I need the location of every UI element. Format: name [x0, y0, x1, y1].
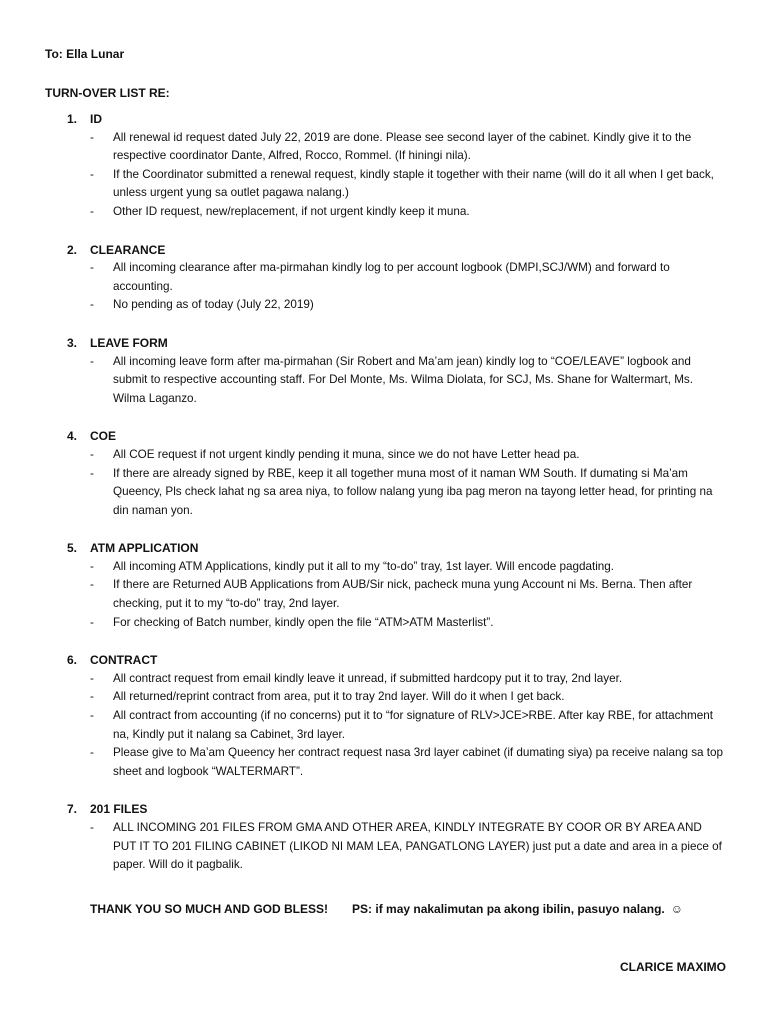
bullet-text: All incoming clearance after ma-pirmahan kindly log to per account logbook (DMPI,SCJ/WM) and forward to accounting.: [113, 261, 670, 293]
bullet-item: [45, 576, 725, 613]
bullet-text: All returned/reprint contract from area, put it to tray 2nd layer. Will do it when I get back.: [113, 690, 565, 704]
bullet-item: [45, 819, 725, 875]
bullet-text: Other ID request, new/replacement, if not urgent kindly keep it muna.: [113, 204, 470, 218]
section-title: LEAVE FORM: [90, 335, 168, 350]
subject-line: TURN-OVER LIST RE:: [45, 86, 170, 100]
bullet-item: [45, 296, 725, 315]
bullet-item: [45, 129, 725, 166]
section-number: 4.: [67, 429, 78, 444]
bullet-list: [45, 558, 725, 632]
bullet-item: [45, 465, 725, 521]
ps-note: [352, 900, 683, 919]
section-heading: [45, 334, 725, 353]
section-heading: [45, 110, 725, 129]
dash-marker: -: [90, 354, 94, 368]
bullet-text: All incoming leave form after ma-pirmahan (Sir Robert and Ma’am jean) kindly log to “COE/LEAVE” logbook and submit to respective accounting staff. For Del Monte, Ms. Wilma Diolata, for SCJ, Ms. Shane for Waltermart, Ms. Wilma Laganzo.: [113, 354, 694, 405]
section-heading: [45, 241, 725, 260]
section-1: [45, 110, 725, 222]
section-number: 5.: [67, 541, 78, 556]
section-5: [45, 539, 725, 632]
recipient-line: To: Ella Lunar: [45, 47, 125, 61]
section-number: 3.: [67, 335, 78, 350]
dash-marker: -: [90, 578, 94, 592]
bullet-item: [45, 707, 725, 744]
closing-row: [90, 900, 683, 919]
bullet-list: [45, 670, 725, 782]
bullet-item: [45, 446, 725, 465]
bullet-text: All contract from accounting (if no concerns) put it to “for signature of RLV>JCE>RBE. After kay RBE, for attachment na, Kindly put it nalang sa Cabinet, 3rd layer.: [113, 709, 714, 741]
section-3: [45, 334, 725, 408]
section-7: [45, 800, 725, 874]
smiley-icon: ☺: [670, 902, 684, 916]
section-title: ATM APPLICATION: [90, 541, 199, 556]
bullet-text: All renewal id request dated July 22, 2019 are done. Please see second layer of the cabinet. Kindly give it to the respective coordinator Dante, Alfred, Rocco, Rommel. (If hiningi nila).: [113, 130, 692, 163]
bullet-item: [45, 558, 725, 577]
bullet-item: [45, 166, 725, 203]
section-number: 1.: [67, 112, 78, 126]
dash-marker: -: [90, 559, 94, 573]
section-title: ID: [90, 112, 102, 126]
dash-marker: -: [90, 204, 94, 218]
bullet-item: [45, 203, 725, 222]
bullet-text: If there are Returned AUB Applications from AUB/Sir nick, pacheck muna yung Account ni Ms. Berna. Then after checking, put it to my “to-do” tray, 2nd layer.: [113, 578, 693, 611]
section-title: COE: [90, 429, 117, 444]
dash-marker: -: [90, 167, 94, 181]
turnover-sections: [45, 110, 725, 894]
section-6: [45, 651, 725, 781]
section-heading: [45, 539, 725, 558]
dash-marker: -: [90, 261, 94, 275]
section-title: 201 FILES: [90, 802, 148, 817]
dash-marker: -: [90, 130, 94, 144]
bullet-list: [45, 259, 725, 315]
bullet-item: [45, 353, 725, 409]
bullet-text: ALL INCOMING 201 FILES FROM GMA AND OTHER AREA, KINDLY INTEGRATE BY COOR OR BY AREA AND PUT IT TO 201 FILING CABINET (LIKOD NI MAM LEA, PANGATLONG LAYER) just put a date and area in a piece of paper. Will do it pagbalik.: [113, 821, 722, 872]
bullet-text: For checking of Batch number, kindly open the file “ATM>ATM Masterlist”.: [113, 615, 494, 629]
signature-name: CLARICE MAXIMO: [620, 960, 726, 974]
bullet-list: [45, 129, 725, 222]
ps-text: PS: if may nakalimutan pa akong ibilin, pasuyo nalang.: [352, 902, 665, 916]
bullet-list: [45, 819, 725, 875]
section-number: 7.: [67, 802, 78, 817]
bullet-text: All contract request from email kindly leave it unread, if submitted hardcopy put it to tray, 2nd layer.: [113, 671, 623, 685]
dash-marker: -: [90, 447, 94, 461]
dash-marker: -: [90, 671, 94, 685]
section-heading: [45, 427, 725, 446]
bullet-item: [45, 744, 725, 781]
bullet-item: [45, 259, 725, 296]
bullet-text: All incoming ATM Applications, kindly put it all to my “to-do” tray, 1st layer. Will encode pagdating.: [113, 559, 615, 573]
dash-marker: -: [90, 690, 94, 704]
section-heading: [45, 651, 725, 670]
bullet-text: If the Coordinator submitted a renewal request, kindly staple it together with their name (will do it all when I get back, unless urgent yung sa outlet pagawa nalang.): [113, 167, 714, 200]
bullet-list: [45, 446, 725, 520]
section-number: 6.: [67, 653, 78, 668]
thanks-text: THANK YOU SO MUCH AND GOD BLESS!: [90, 902, 329, 916]
bullet-list: [45, 353, 725, 409]
dash-marker: -: [90, 615, 94, 629]
section-title: CONTRACT: [90, 653, 158, 668]
bullet-item: [45, 614, 725, 633]
dash-marker: -: [90, 821, 94, 834]
bullet-text: All COE request if not urgent kindly pending it muna, since we do not have Letter head pa.: [113, 447, 580, 461]
section-heading: [45, 800, 725, 819]
bullet-text: If there are already signed by RBE, keep it all together muna most of it naman WM South. If dumating si Ma’am Queency, Pls check lahat ng sa area niya, to follow nalang yung iba pag meron na tayong letter head, for printing na din naman yon.: [113, 466, 713, 517]
bullet-text: Please give to Ma’am Queency her contract request nasa 3rd layer cabinet (if dumating siya) pa receive nalang sa top sheet and logbook “WALTERMART”.: [113, 746, 724, 778]
dash-marker: -: [90, 298, 94, 312]
bullet-text: No pending as of today (July 22, 2019): [113, 298, 314, 312]
section-title: CLEARANCE: [90, 242, 166, 257]
bullet-item: [45, 688, 725, 707]
section-number: 2.: [67, 242, 78, 257]
dash-marker: -: [90, 709, 94, 723]
bullet-item: [45, 670, 725, 689]
section-2: [45, 241, 725, 315]
dash-marker: -: [90, 746, 94, 760]
dash-marker: -: [90, 466, 94, 480]
section-4: [45, 427, 725, 520]
